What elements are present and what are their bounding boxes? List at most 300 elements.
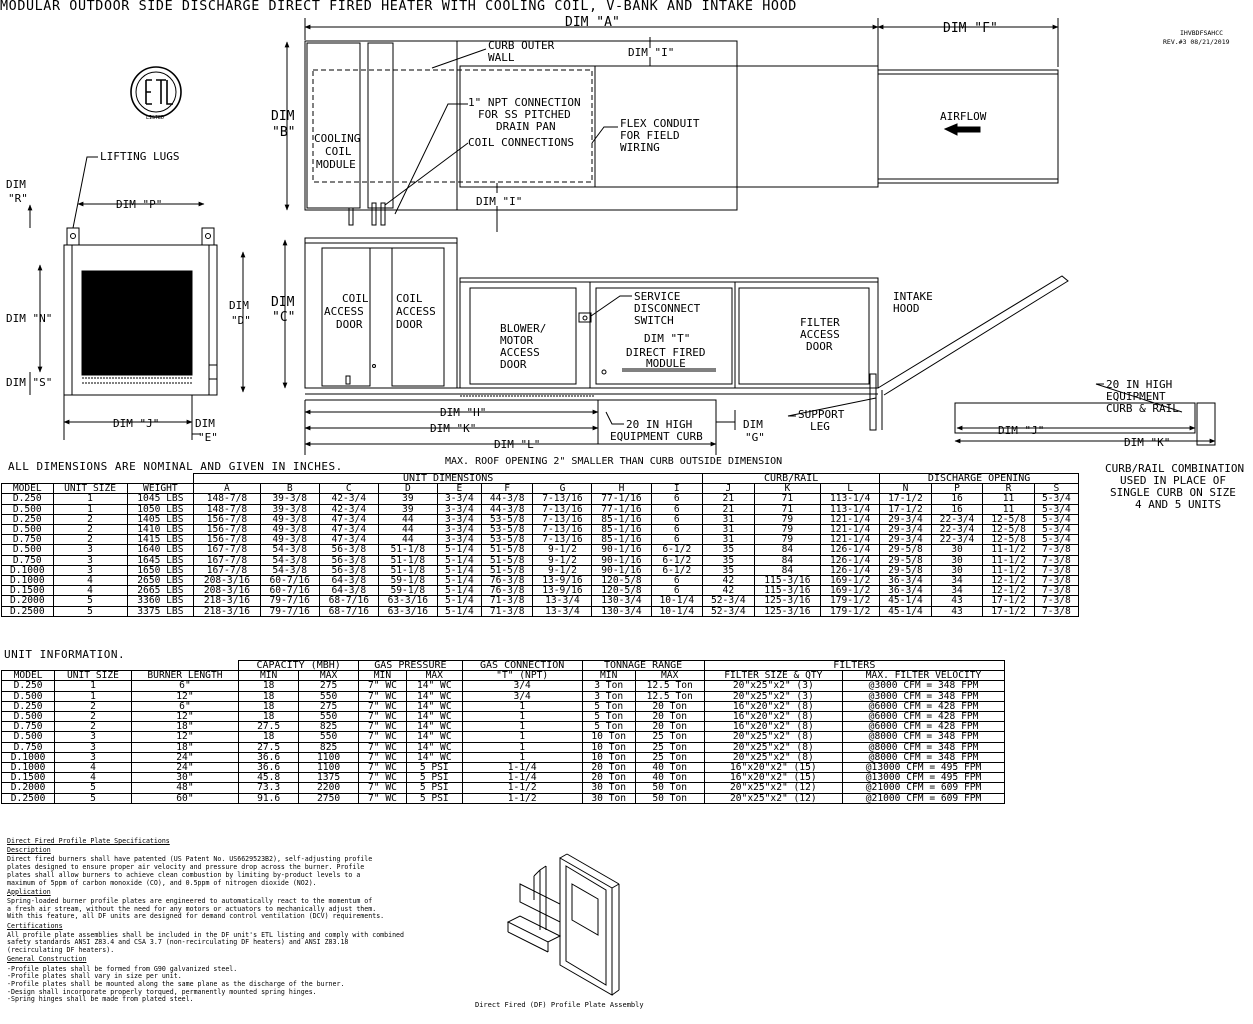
table-cell: 14" WC — [406, 691, 462, 701]
table-cell: 35 — [703, 565, 755, 575]
table-cell: 13-3/4 — [533, 596, 592, 606]
table-cell: 77-1/16 — [592, 504, 651, 514]
table-cell: 208-3/16 — [194, 576, 261, 586]
table-cell: 29-5/8 — [880, 555, 932, 565]
spec-line: (recirculating DF heaters). — [7, 946, 115, 955]
svg-text:DOOR: DOOR — [396, 318, 423, 331]
profile-plate-sketch — [508, 854, 619, 995]
table-cell: 7" WC — [359, 701, 407, 711]
table-cell: 14" WC — [406, 742, 462, 752]
table-cell: 7" WC — [359, 763, 407, 773]
table-cell: 5-1/4 — [437, 545, 481, 555]
group-header: UNIT DIMENSIONS — [194, 474, 703, 484]
table-cell: 7" WC — [359, 681, 407, 691]
table-cell: 3-3/4 — [437, 514, 481, 524]
table-row — [2, 565, 1079, 575]
table-cell: 45.8 — [239, 773, 299, 783]
svg-text:INTAKE: INTAKE — [893, 290, 933, 303]
table-cell: 5 PSI — [406, 773, 462, 783]
table-cell: 5 — [53, 606, 127, 616]
svg-text:"B": "B" — [272, 125, 296, 140]
table-cell: 36.6 — [239, 763, 299, 773]
table-cell: 126-1/4 — [821, 555, 880, 565]
spec-line: a fresh air stream, without the need for any motors or actuators to mechanically adjust them. — [7, 904, 377, 913]
table-cell: 18 — [239, 681, 299, 691]
svg-text:"R": "R" — [8, 192, 28, 205]
table-cell: 2 — [53, 535, 127, 545]
table-cell: 79-7/16 — [260, 606, 319, 616]
table-cell: 4 — [55, 763, 131, 773]
table-cell: 71 — [754, 494, 821, 504]
table-cell: 1-1/2 — [462, 783, 582, 793]
svg-text:"G": "G" — [745, 431, 765, 444]
table-cell: @6000 CFM = 428 FPM — [843, 701, 1005, 711]
table-cell: 25 Ton — [635, 742, 704, 752]
table-row — [2, 525, 1079, 535]
table-cell: D.1000 — [2, 565, 54, 575]
svg-text:DIM "A": DIM "A" — [565, 15, 620, 30]
table-cell: 9-1/2 — [533, 555, 592, 565]
svg-text:COIL: COIL — [342, 292, 369, 305]
drawing-id: IHVBDFSAHCC — [1180, 29, 1224, 37]
table-cell: D.1000 — [2, 752, 55, 762]
table-cell: 6 — [651, 514, 703, 524]
table-cell: 275 — [299, 681, 359, 691]
table-cell: 6 — [651, 525, 703, 535]
table-cell: D.500 — [2, 545, 54, 555]
table-cell: D.500 — [2, 712, 55, 722]
table-cell: 51-5/8 — [481, 555, 533, 565]
svg-text:EQUIPMENT: EQUIPMENT — [1106, 390, 1166, 403]
table-row — [2, 586, 1079, 596]
table-cell: 85-1/16 — [592, 514, 651, 524]
table-cell: D.1500 — [2, 773, 55, 783]
svg-text:DIM: DIM — [271, 109, 295, 124]
table-cell: 3-3/4 — [437, 525, 481, 535]
table-cell: D.250 — [2, 514, 54, 524]
table-cell: 39-3/8 — [260, 504, 319, 514]
etl-listed-logo — [131, 67, 181, 121]
svg-text:ACCESS: ACCESS — [324, 305, 364, 318]
drawing-title: MODULAR OUTDOOR SIDE DISCHARGE DIRECT FIRED HEATER WITH COOLING COIL, V-BANK AND INTAKE HOOD — [0, 0, 797, 14]
table-cell: D.1000 — [2, 576, 54, 586]
table-cell: 24" — [131, 763, 239, 773]
table-cell: 36.6 — [239, 752, 299, 762]
table-cell: 68-7/16 — [319, 606, 378, 616]
table-cell: 1-1/4 — [462, 763, 582, 773]
table-cell: 77-1/16 — [592, 494, 651, 504]
svg-text:LEG: LEG — [810, 420, 830, 433]
column-header: MIN — [239, 671, 299, 681]
table-cell: 2750 — [299, 793, 359, 803]
table-cell: 79 — [754, 525, 821, 535]
table-cell: 45-1/4 — [880, 606, 932, 616]
table-cell: 24" — [131, 752, 239, 762]
table-cell: 169-1/2 — [821, 586, 880, 596]
table-cell: 68-7/16 — [319, 596, 378, 606]
table-cell: 148-7/8 — [194, 494, 261, 504]
table-cell: @3000 CFM = 348 FPM — [843, 691, 1005, 701]
blank-cell — [2, 661, 239, 671]
table-cell: 90-1/16 — [592, 555, 651, 565]
svg-text:SUPPORT: SUPPORT — [798, 408, 845, 421]
table-cell: 7" WC — [359, 722, 407, 732]
table-cell: D.750 — [2, 722, 55, 732]
svg-text:DOOR: DOOR — [806, 340, 833, 353]
table-cell: 44 — [378, 514, 437, 524]
table-cell: 18 — [239, 701, 299, 711]
svg-text:FOR FIELD: FOR FIELD — [620, 129, 680, 142]
table-cell: 84 — [754, 555, 821, 565]
table-cell: 30 — [931, 565, 983, 575]
table-cell: 121-1/4 — [821, 525, 880, 535]
table-cell: 49-3/8 — [260, 535, 319, 545]
table-cell: @8000 CFM = 348 FPM — [843, 732, 1005, 742]
svg-text:DIM: DIM — [229, 299, 249, 312]
svg-text:1" NPT CONNECTION: 1" NPT CONNECTION — [468, 96, 581, 109]
column-header: MAX — [635, 671, 704, 681]
table-cell: 9-1/2 — [533, 565, 592, 575]
table-cell: 49-3/8 — [260, 514, 319, 524]
table-cell: 2 — [55, 722, 131, 732]
table-cell: 25 Ton — [635, 752, 704, 762]
svg-text:CURB/RAIL COMBINATION: CURB/RAIL COMBINATION — [1105, 462, 1245, 475]
table-cell: 7-13/16 — [533, 535, 592, 545]
table-cell: 14" WC — [406, 701, 462, 711]
table-cell: 44 — [378, 525, 437, 535]
table-cell: 16 — [931, 494, 983, 504]
table-row — [2, 752, 1005, 762]
table-cell: 5-1/4 — [437, 606, 481, 616]
table-cell: 7-13/16 — [533, 504, 592, 514]
table-cell: 3 — [53, 565, 127, 575]
table-row — [2, 681, 1005, 691]
table-cell: 16"x20"x2" (15) — [704, 763, 843, 773]
column-header: F — [481, 484, 533, 494]
svg-text:DOOR: DOOR — [336, 318, 363, 331]
table-cell: 53-5/8 — [481, 535, 533, 545]
column-header: K — [754, 484, 821, 494]
table-cell: 18" — [131, 722, 239, 732]
table-cell: 60-7/16 — [260, 586, 319, 596]
unit-information-table — [1, 660, 1005, 804]
svg-text:WIRING: WIRING — [620, 141, 660, 154]
table-cell: 120-5/8 — [592, 586, 651, 596]
table-cell: @6000 CFM = 428 FPM — [843, 712, 1005, 722]
table-cell: 6 — [651, 586, 703, 596]
table-cell: 52-3/4 — [703, 596, 755, 606]
table-cell: 42-3/4 — [319, 494, 378, 504]
table-cell: 51-1/8 — [378, 545, 437, 555]
table-cell: 56-3/8 — [319, 565, 378, 575]
table-row — [2, 555, 1079, 565]
table-cell: 20"x25"x2" (12) — [704, 783, 843, 793]
spec-section-title: Description — [7, 846, 51, 855]
svg-text:LISTED: LISTED — [146, 115, 165, 121]
table-cell: 1 — [55, 691, 131, 701]
table-cell: 6 — [651, 576, 703, 586]
table-cell: 48" — [131, 783, 239, 793]
table-group-row — [2, 661, 1005, 671]
table-cell: 167-7/8 — [194, 555, 261, 565]
column-header: MAX — [406, 671, 462, 681]
table-cell: 27.5 — [239, 742, 299, 752]
table-cell: 13-9/16 — [533, 576, 592, 586]
svg-text:FLEX CONDUIT: FLEX CONDUIT — [620, 117, 700, 130]
svg-text:DIM "P": DIM "P" — [116, 198, 163, 211]
table-cell: 54-3/8 — [260, 555, 319, 565]
table-cell: 11-1/2 — [983, 565, 1035, 575]
svg-text:FOR SS PITCHED: FOR SS PITCHED — [478, 108, 571, 121]
table-cell: 22-3/4 — [931, 514, 983, 524]
spec-line: plates designed to ensure proper air velocity and pressure drop across the burner. Profile — [7, 863, 365, 872]
table-cell: 825 — [299, 722, 359, 732]
table-cell: 1100 — [299, 763, 359, 773]
svg-text:DIM "T": DIM "T" — [644, 332, 691, 345]
table-cell: 17-1/2 — [880, 504, 932, 514]
svg-text:DIM: DIM — [195, 417, 215, 430]
table-cell: 64-3/8 — [319, 576, 378, 586]
table-cell: 20"x25"x2" (3) — [704, 681, 843, 691]
table-cell: D.2500 — [2, 606, 54, 616]
table-cell: 1 — [462, 701, 582, 711]
table-cell: 3 — [53, 545, 127, 555]
svg-text:DISCONNECT: DISCONNECT — [634, 302, 701, 315]
table-cell: 1100 — [299, 752, 359, 762]
table-cell: 10-1/4 — [651, 606, 703, 616]
svg-text:AIRFLOW: AIRFLOW — [940, 110, 987, 123]
svg-text:Direct Fired (DF) Profile Plat: Direct Fired (DF) Profile Plate Assembly — [475, 1001, 644, 1009]
svg-text:"C": "C" — [272, 310, 296, 325]
table-cell: D.500 — [2, 504, 54, 514]
svg-text:LIFTING LUGS: LIFTING LUGS — [100, 150, 180, 163]
table-cell: 5 PSI — [406, 783, 462, 793]
table-cell: 7-3/8 — [1034, 555, 1078, 565]
table-cell: D.250 — [2, 681, 55, 691]
table-cell: 126-1/4 — [821, 545, 880, 555]
table-cell: 31 — [703, 514, 755, 524]
table-cell: 27.5 — [239, 722, 299, 732]
table-cell: 85-1/16 — [592, 525, 651, 535]
table-cell: 10-1/4 — [651, 596, 703, 606]
column-header: MAX — [299, 671, 359, 681]
table-cell: 30" — [131, 773, 239, 783]
table-row — [2, 722, 1005, 732]
table-cell: 20 Ton — [635, 722, 704, 732]
svg-text:"D": "D" — [231, 314, 251, 327]
spec-line: With this feature, all DF units are designed for demand control ventilation (DCV) requirements. — [7, 912, 385, 921]
table-cell: 79 — [754, 514, 821, 524]
svg-text:"E": "E" — [198, 431, 218, 444]
column-header: MIN — [359, 671, 407, 681]
table-cell: 12" — [131, 712, 239, 722]
table-cell: 49-3/8 — [260, 525, 319, 535]
column-header: "T" (NPT) — [462, 671, 582, 681]
table-cell: 7" WC — [359, 783, 407, 793]
spec-section-title: Application — [7, 887, 51, 896]
svg-text:USED IN PLACE OF: USED IN PLACE OF — [1120, 474, 1226, 487]
svg-text:DIM "J": DIM "J" — [998, 424, 1045, 437]
table-cell: D.500 — [2, 732, 55, 742]
table-cell: 5-3/4 — [1034, 504, 1078, 514]
table-cell: 3 — [55, 742, 131, 752]
spec-line: maximum of 5ppm of carbon monoxide (CO), and 0.5ppm of nitrogen dioxide (NO2). — [7, 878, 317, 887]
svg-text:WALL: WALL — [488, 51, 515, 64]
svg-text:COIL CONNECTIONS: COIL CONNECTIONS — [468, 136, 574, 149]
table-cell: 36-3/4 — [880, 576, 932, 586]
group-header: FILTERS — [704, 661, 1004, 671]
svg-text:SERVICE: SERVICE — [634, 290, 681, 303]
table-cell: 115-3/16 — [754, 586, 821, 596]
table-cell: 56-3/8 — [319, 545, 378, 555]
table-cell: 51-1/8 — [378, 555, 437, 565]
table-row — [2, 596, 1079, 606]
table-row — [2, 545, 1079, 555]
table-cell: 6-1/2 — [651, 545, 703, 555]
table-group-row — [2, 474, 1079, 484]
table-cell: 2 — [53, 525, 127, 535]
svg-text:ACCESS: ACCESS — [800, 328, 840, 341]
table-cell: 18" — [131, 742, 239, 752]
table-cell: 7-3/8 — [1034, 606, 1078, 616]
table-cell: 14" WC — [406, 732, 462, 742]
table-cell: 60" — [131, 793, 239, 803]
group-header: CAPACITY (MBH) — [239, 661, 359, 671]
svg-text:DIM "J": DIM "J" — [113, 417, 160, 430]
svg-text:DIM "S": DIM "S" — [6, 376, 53, 389]
table-cell: 47-3/4 — [319, 525, 378, 535]
table-cell: 5-1/4 — [437, 586, 481, 596]
table-cell: 156-7/8 — [194, 535, 261, 545]
svg-text:DIM: DIM — [743, 418, 763, 431]
spec-line: All profile plate assemblies shall be included in the DF unit's ETL listing and comply with combined — [7, 930, 404, 939]
column-header: A — [194, 484, 261, 494]
table-cell: 54-3/8 — [260, 545, 319, 555]
table-cell: 79 — [754, 535, 821, 545]
table-cell: D.2500 — [2, 793, 55, 803]
table-cell: 12-1/2 — [983, 586, 1035, 596]
table-cell: D.1500 — [2, 586, 54, 596]
column-header: J — [703, 484, 755, 494]
spec-line: safety standards ANSI Z83.4 and CSA 3.7 (non-recirculating DF heaters) and ANSI Z83.18 — [7, 938, 349, 947]
table-cell: 2 — [55, 701, 131, 711]
svg-text:DIRECT FIRED: DIRECT FIRED — [626, 346, 706, 359]
table-cell: 18 — [239, 712, 299, 722]
table-cell: 20"x25"x2" (8) — [704, 752, 843, 762]
table-cell: 39 — [378, 504, 437, 514]
svg-text:DIM "I": DIM "I" — [476, 195, 523, 208]
table-cell: 16"x20"x2" (8) — [704, 712, 843, 722]
table-cell: 17-1/2 — [983, 606, 1035, 616]
table-cell: 21 — [703, 494, 755, 504]
column-header: UNIT SIZE — [55, 671, 131, 681]
table-cell: 30 Ton — [582, 783, 635, 793]
svg-text:DIM: DIM — [271, 295, 295, 310]
svg-text:DRAIN PAN: DRAIN PAN — [496, 120, 556, 133]
table-row — [2, 742, 1005, 752]
table-row — [2, 793, 1005, 803]
svg-text:HOOD: HOOD — [893, 302, 920, 315]
svg-text:DIM "K": DIM "K" — [1124, 436, 1171, 449]
spec-line: -Profile plates shall vary in size per unit. — [7, 972, 182, 981]
table-cell: 53-5/8 — [481, 514, 533, 524]
column-header: H — [592, 484, 651, 494]
table-cell: @8000 CFM = 348 FPM — [843, 752, 1005, 762]
table-cell: 50 Ton — [635, 783, 704, 793]
table-cell: 1 — [462, 752, 582, 762]
table-cell: 6" — [131, 681, 239, 691]
specs-heading: Direct Fired Profile Plate Specifications — [7, 837, 170, 845]
table-cell: 5 Ton — [582, 701, 635, 711]
table-row — [2, 783, 1005, 793]
svg-text:MOTOR: MOTOR — [500, 334, 534, 347]
table-cell: 5-1/4 — [437, 565, 481, 575]
table-cell: 167-7/8 — [194, 565, 261, 575]
table-cell: 59-1/8 — [378, 586, 437, 596]
svg-text:COIL: COIL — [325, 145, 352, 158]
table-cell: 1 — [53, 494, 127, 504]
table-cell: 35 — [703, 555, 755, 565]
table-cell: 17-1/2 — [983, 596, 1035, 606]
svg-text:EQUIPMENT CURB: EQUIPMENT CURB — [610, 430, 703, 443]
table-cell: 12" — [131, 691, 239, 701]
table-cell: 31 — [703, 535, 755, 545]
table-cell: 5-3/4 — [1034, 494, 1078, 504]
table-cell: 34 — [931, 586, 983, 596]
table-cell: @21000 CFM = 609 FPM — [843, 783, 1005, 793]
table-cell: 218-3/16 — [194, 596, 261, 606]
table-cell: 14" WC — [406, 681, 462, 691]
table-cell: 7-3/8 — [1034, 576, 1078, 586]
table-cell: 1 — [462, 722, 582, 732]
table-cell: 84 — [754, 545, 821, 555]
table-cell: 90-1/16 — [592, 565, 651, 575]
table-row — [2, 691, 1005, 701]
table-cell: 63-3/16 — [378, 596, 437, 606]
table-header-row — [2, 484, 1079, 494]
table-cell: 6" — [131, 701, 239, 711]
table-cell: 53-5/8 — [481, 525, 533, 535]
table-row — [2, 701, 1005, 711]
svg-text:DIM: DIM — [6, 178, 26, 191]
column-header: WEIGHT — [127, 484, 194, 494]
table-cell: 2 — [53, 514, 127, 524]
table-cell: 40 Ton — [635, 773, 704, 783]
table-cell: 179-1/2 — [821, 596, 880, 606]
table-cell: 7-13/16 — [533, 525, 592, 535]
column-header: D — [378, 484, 437, 494]
table-cell: 52-3/4 — [703, 606, 755, 616]
table-cell: @3000 CFM = 348 FPM — [843, 681, 1005, 691]
spec-line: plates shall allow burners to achieve clean combustion by limiting by-product levels to a — [7, 870, 361, 879]
svg-text:DOOR: DOOR — [500, 358, 527, 371]
table-cell: 550 — [299, 712, 359, 722]
table-cell: 1410 LBS — [127, 525, 194, 535]
column-header: MODEL — [2, 484, 54, 494]
table-cell: 275 — [299, 701, 359, 711]
table-cell: 3375 LBS — [127, 606, 194, 616]
dim-table-caption: ALL DIMENSIONS ARE NOMINAL AND GIVEN IN INCHES. — [8, 460, 343, 473]
table-cell: 5 Ton — [582, 712, 635, 722]
spec-section-body — [7, 898, 462, 921]
table-cell: D.2000 — [2, 596, 54, 606]
table-cell: D.250 — [2, 494, 54, 504]
table-cell: 59-1/8 — [378, 576, 437, 586]
table-cell: 54-3/8 — [260, 565, 319, 575]
table-cell: 7" WC — [359, 732, 407, 742]
table-cell: 21 — [703, 504, 755, 514]
table-cell: 9-1/2 — [533, 545, 592, 555]
